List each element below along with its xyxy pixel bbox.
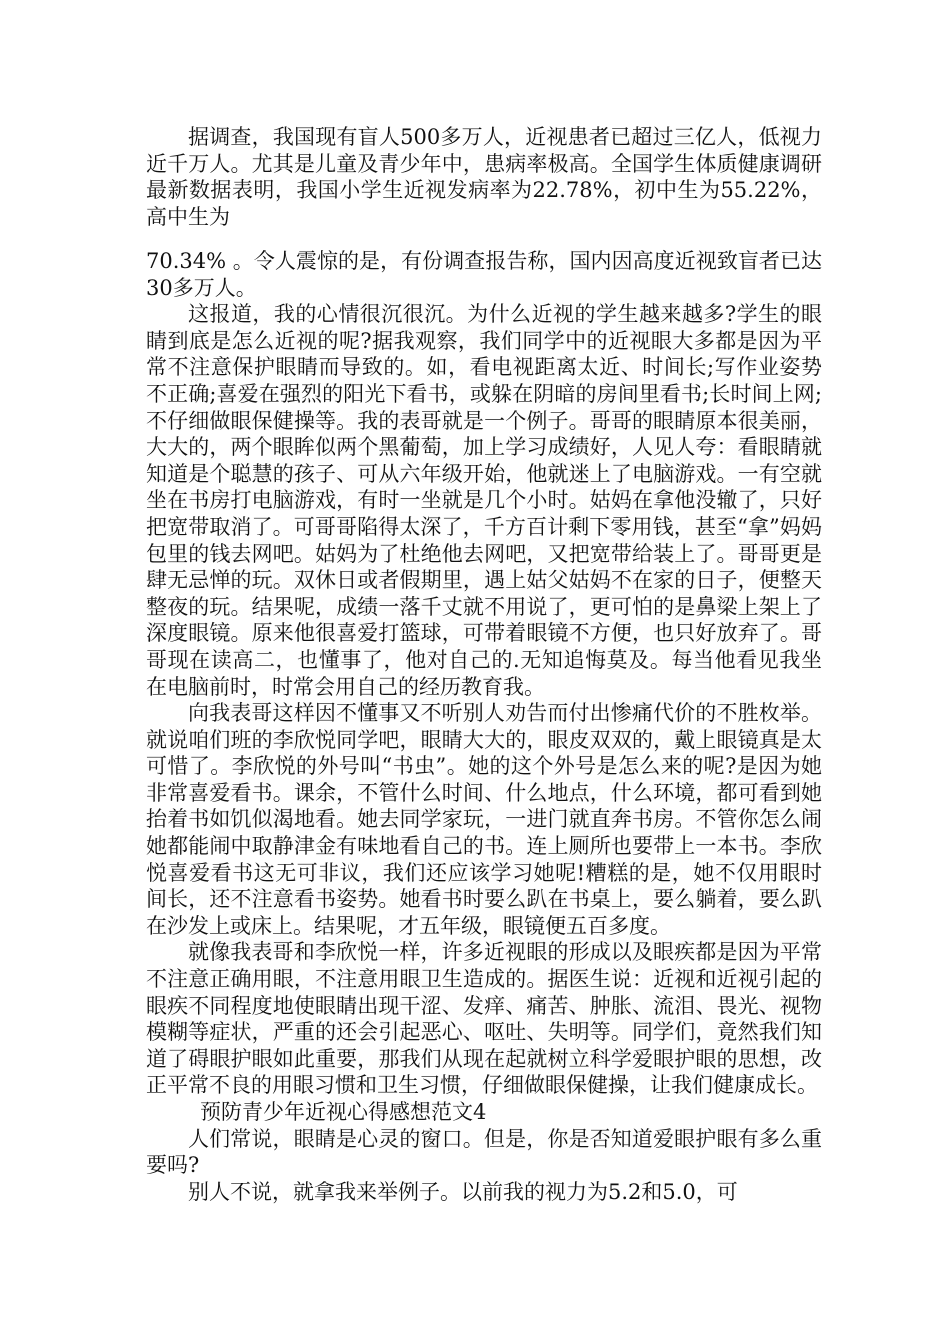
paragraph-classmate-story: 向我表哥这样因不懂事又不听别人劝告而付出惨痛代价的不胜枚举。就说咱们班的李欣悦同学吧，眼睛大大的，眼皮双双的，戴上眼镜真是太可惜了。李欣悦的外号叫“书虫”。她的这个外号是怎么来的呢?是因为她非常喜爱看书。课余，不管什么时间、什么地点，什么环境，都可看到她抬着书如饥似渴地看。她去同学家玩，一进门就直奔书房。不管你怎么闹她都能闹中取静津金有味地看自己的书。连上厕所也要带上一本书。李欣悦喜爱看书这无可非议，我们还应该学习她呢!糟糕的是，她不仅用眼时间长，还不注意看书姿势。她看书时要么趴在书桌上，要么躺着，要么趴在沙发上或床上。结果呢，才五年级，眼镜便五百多度。 xyxy=(146,701,822,938)
paragraph-survey: 据调查，我国现有盲人500多万人，近视患者已超过三亿人，低视力近千万人。尤其是儿童及青少年中，患病率极高。全国学生体质健康调研最新数据表明，我国小学生近视发病率为22.78%，初中生为55.22%，高中生为 xyxy=(146,125,822,229)
paragraph-survey-continued: 70.34% 。令人震惊的是，有份调查报告称，国内因高度近视致盲者已达30多万人。 xyxy=(146,249,822,300)
paragraph-personal-example: 别人不说，就拿我来举例子。以前我的视力为5.2和5.0，可 xyxy=(188,1179,738,1204)
paragraph-eyes-window: 人们常说，眼睛是心灵的窗口。但是，你是否知道爱眼护眼有多么重要吗? xyxy=(146,1126,822,1178)
text-block-main xyxy=(146,248,822,1205)
paragraph-cousin-story: 这报道，我的心情很沉很沉。为什么近视的学生越来越多?学生的眼睛到底是怎么近视的呢?据我观察，我们同学中的近视眼大多都是因为平常不注意保护眼睛而导致的。如，看电视距离太近、时间长;写作业姿势不正确;喜爱在强烈的阳光下看书，或躲在阴暗的房间里看书;长时间上网;不仔细做眼保健操等。我的表哥就是一个例子。哥哥的眼睛原本很美丽，大大的，两个眼眸似两个黑葡萄，加上学习成绩好，人见人夸：看眼睛就知道是个聪慧的孩子、可从六年级开始，他就迷上了电脑游戏。一有空就坐在书房打电脑游戏，有时一坐就是几个小时。姑妈在拿他没辙了，只好把宽带取消了。可哥哥陷得太深了，千方百计剩下零用钱，甚至“拿”妈妈包里的钱去网吧。姑妈为了杜绝他去网吧，又把宽带给装上了。哥哥更是肆无忌惮的玩。双休日或者假期里，遇上姑父姑妈不在家的日子，便整天整夜的玩。结果呢，成绩一落千丈就不用说了，更可怕的是鼻梁上架上了深度眼镜。原来他很喜爱打篮球，可带着眼镜不方便，也只好放弃了。哥哥现在读高二，也懂事了，他对自己的.无知追悔莫及。每当他看见我坐在电脑前时，时常会用自己的经历教育我。 xyxy=(146,302,822,699)
paragraph-doctor-advice: 就像我表哥和李欣悦一样，许多近视眼的形成以及眼疾都是因为平常不注意正确用眼，不注意用眼卫生造成的。据医生说：近视和近视引起的眼疾不同程度地使眼睛出现干涩、发痒、痛苦、肿胀、流泪、畏光、视物模糊等症状，严重的还会引起恶心、呕吐、失明等。同学们，竟然我们知道了碍眼护眼如此重要，那我们从现在起就树立科学爱眼护眼的思想，改正平常不良的用眼习惯和卫生习惯，仔细做眼保健操，让我们健康成长。 xyxy=(146,940,822,1098)
section-heading: 预防青少年近视心得感想范文4 xyxy=(200,1100,487,1124)
text-block-top xyxy=(146,124,822,230)
